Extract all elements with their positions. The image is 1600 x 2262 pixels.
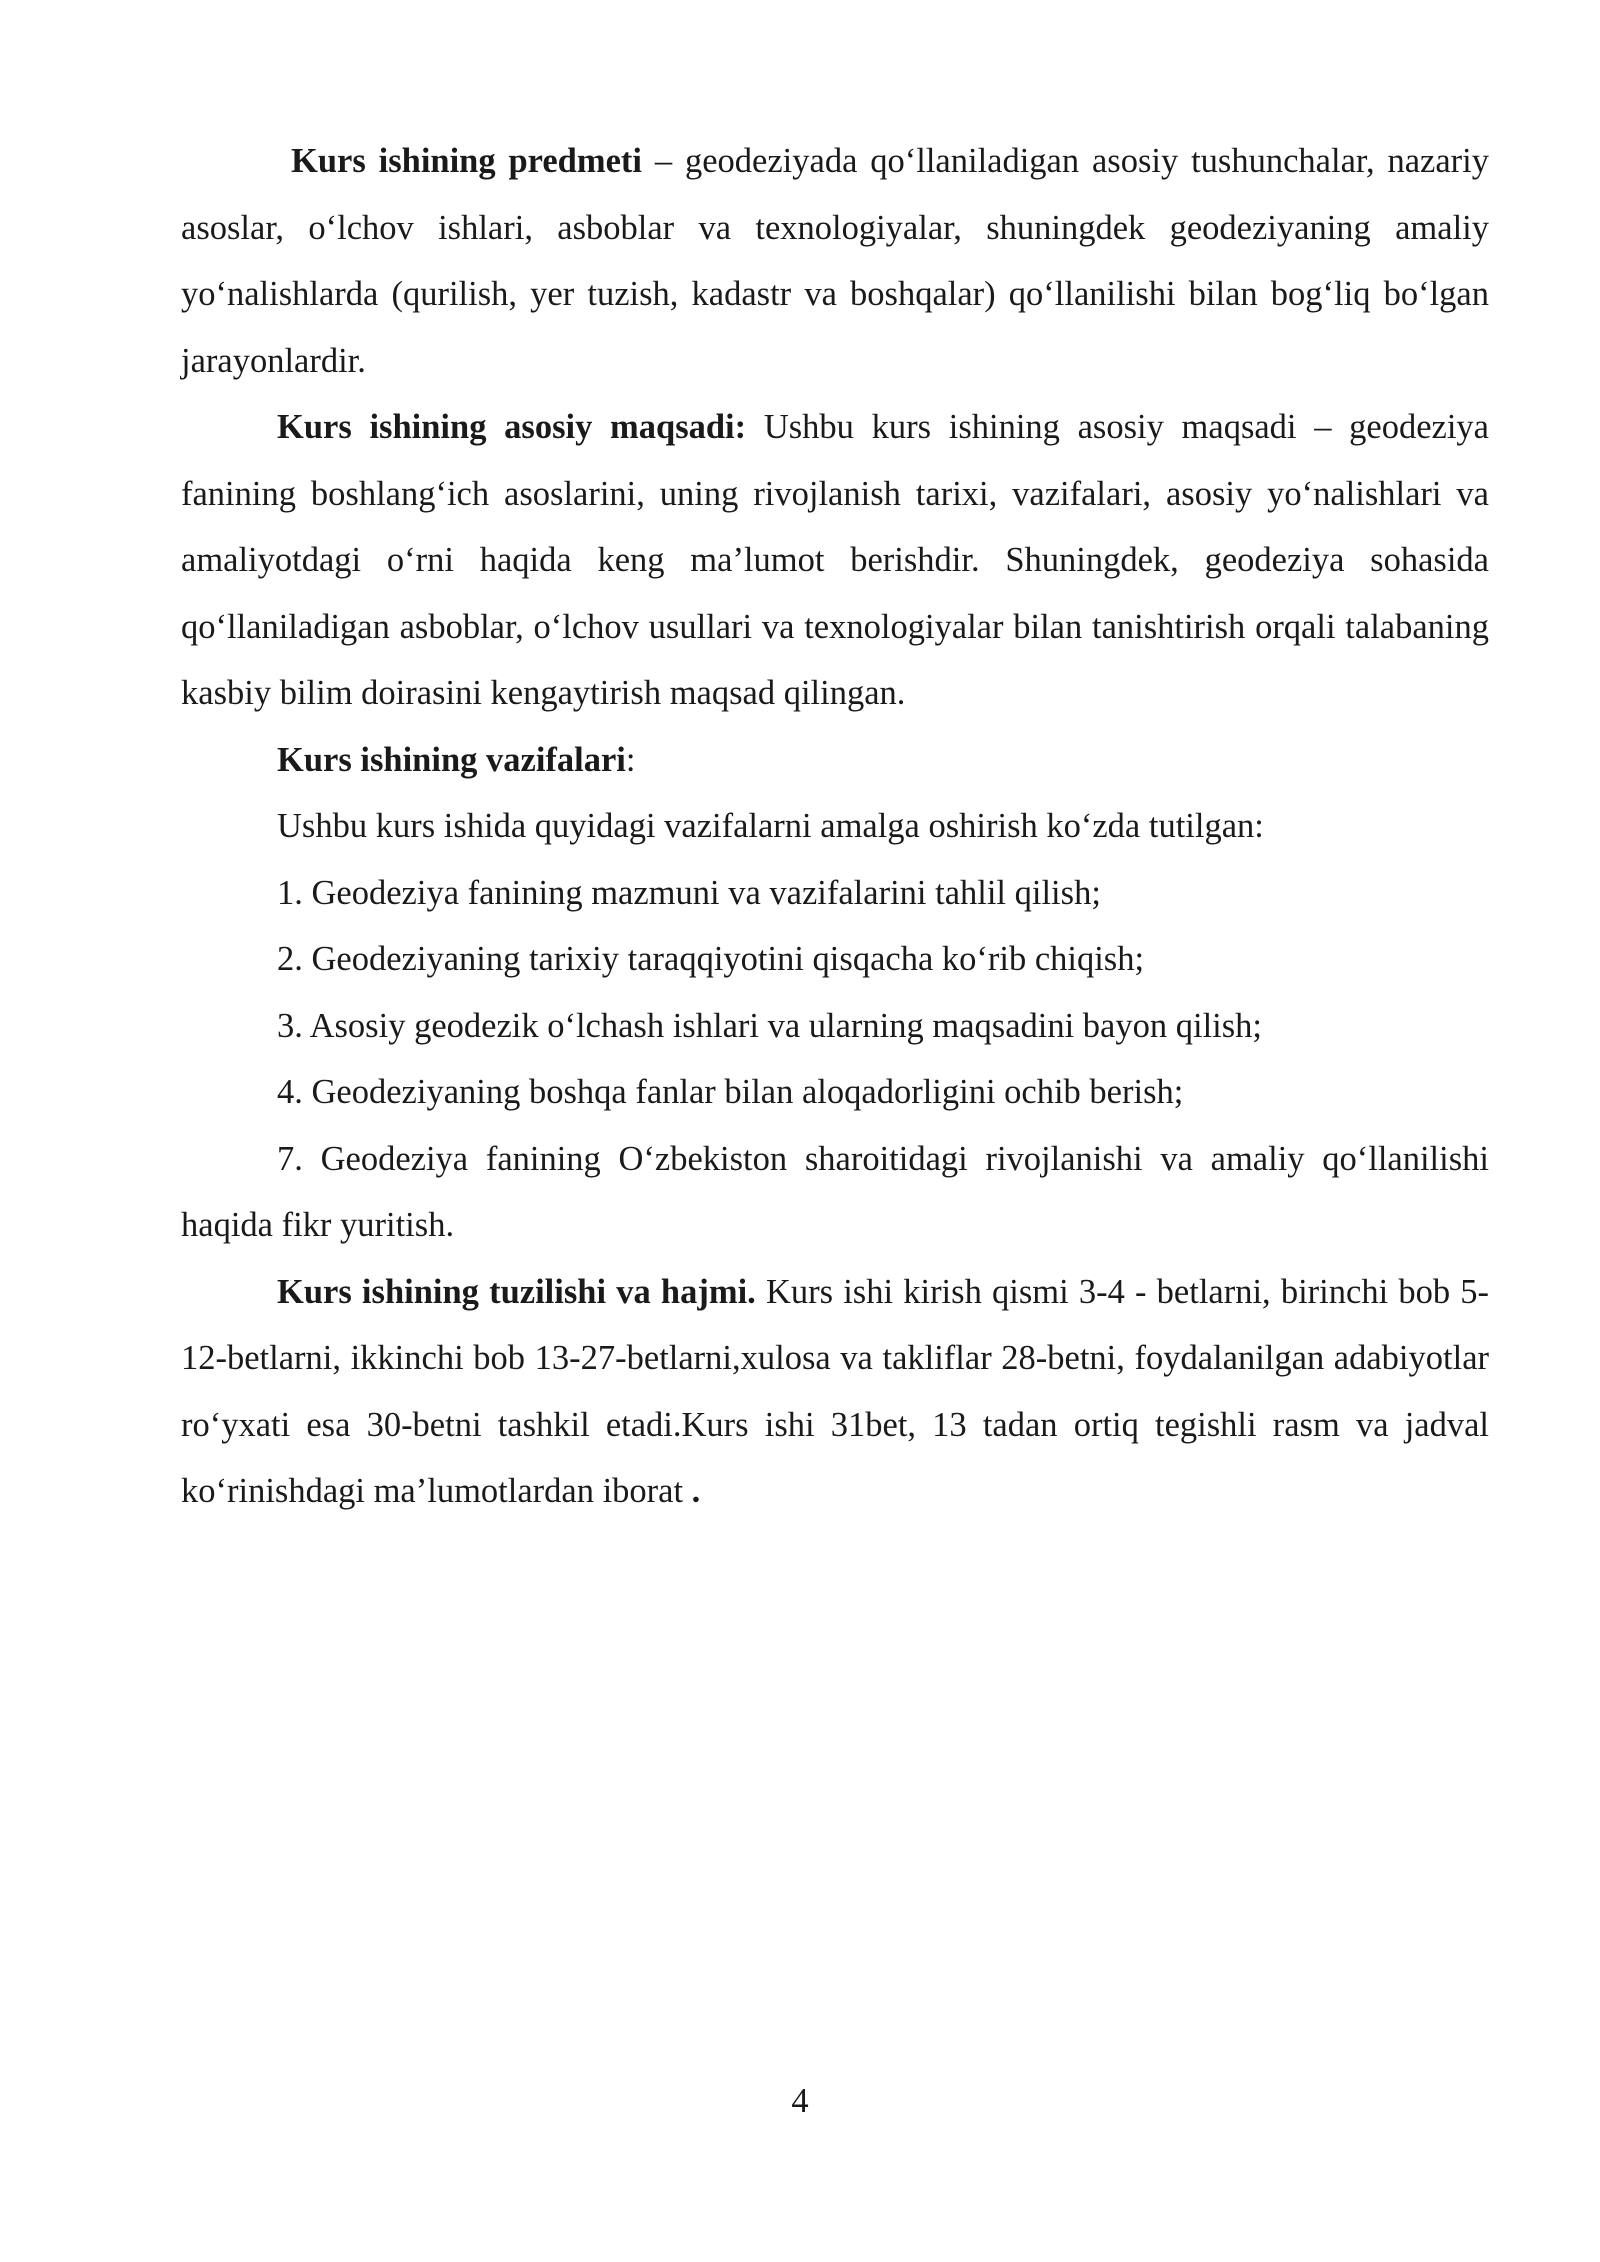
document-body [181, 128, 1489, 1525]
vazifalari-intro: Ushbu kurs ishida quyidagi vazifalarni amalga oshirish ko‘zda tutilgan: [277, 807, 1264, 845]
tuzilishi-heading: Kurs ishining tuzilishi va hajmi. [277, 1272, 756, 1311]
maqsadi-heading: Kurs ishining asosiy maqsadi: [277, 408, 747, 446]
paragraph-tuzilishi [181, 1259, 1489, 1525]
paragraph-maqsadi [181, 394, 1489, 727]
predmeti-heading: Kurs ishining predmeti [291, 142, 642, 180]
page-number: 4 [791, 2082, 809, 2120]
list-item: 7. Geodeziya fanining O‘zbekiston sharoitidagi rivojlanishi va amaliy qo‘llanilishi haqida fikr yuritish. [181, 1139, 1489, 1244]
tuzilishi-text: Kurs ishi kirish qismi 3-4 - betlarni, birinchi bob 5-12-betlarni, ikkinchi bob 13-27-betlarni,xulosa va takliflar 28-betni, foydalanilgan adabiyotlar ro‘yxati esa 30-betni tashkil etadi.Kurs ishi 31bet, 13 tadan ortiq tegishli rasm va jadval ko‘rinishdagi ma’lumotlardan iborat [181, 1272, 1489, 1510]
paragraph-predmeti [181, 128, 1489, 394]
vazifalari-heading: Kurs ishining vazifalari [277, 740, 626, 779]
list-item: 3. Asosiy geodezik o‘lchash ishlari va ularning maqsadini bayon qilish; [277, 1006, 1263, 1045]
list-item: 4. Geodeziyaning boshqa fanlar bilan aloqadorligini ochib berish; [277, 1073, 1184, 1111]
list-item: 2. Geodeziyaning tarixiy taraqqiyotini qisqacha ko‘rib chiqish; [277, 940, 1145, 978]
tuzilishi-trailing-period: . [683, 1472, 701, 1510]
vazifalari-colon: : [625, 740, 636, 779]
list-item: 1. Geodeziya fanining mazmuni va vazifalarini tahlil qilish; [277, 873, 1101, 912]
predmeti-text: – geodeziyada qo‘llaniladigan asosiy tushunchalar, nazariy asoslar, o‘lchov ishlari, asboblar va texnologiyalar, shuningdek geodeziyaning amaliy yo‘nalishlarda (qurilish, yer tuzish, kadastr va boshqalar) qo‘llanilishi bilan bog‘liq bo‘lgan jarayonlardir. [181, 142, 1489, 380]
vazifalari-heading-line [181, 727, 1489, 794]
maqsadi-text: Ushbu kurs ishining asosiy maqsadi – geodeziya fanining boshlang‘ich asoslarini, uning rivojlanish tarixi, vazifalari, asosiy yo‘nalishlari va amaliyotdagi o‘rni haqida keng ma’lumot berishdir. Shuningdek, geodeziya sohasida qo‘llaniladigan asboblar, o‘lchov usullari va texnologiyalar bilan tanishtirish orqali talabaning kasbiy bilim doirasini kengaytirish maqsad qilingan. [181, 408, 1489, 712]
